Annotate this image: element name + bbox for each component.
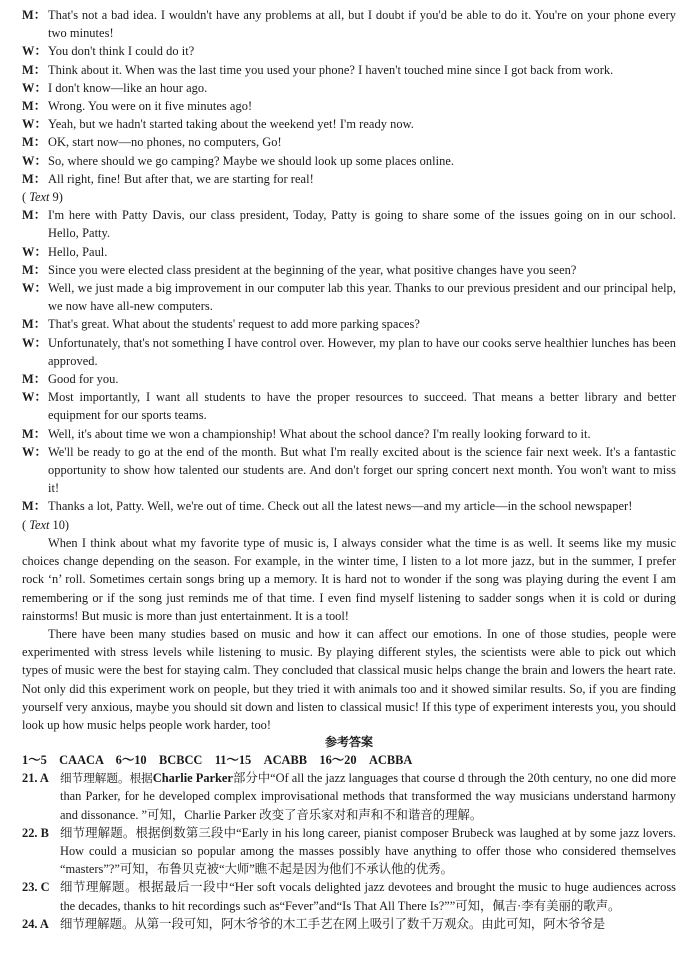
speaker: M：: [22, 62, 47, 77]
utterance: I'm here with Patty Davis, our class president, Today, Patty is going to share some of the issues going on in our school. Hello, Patty.: [48, 208, 676, 241]
explanation-pre: 细节理解题。根据: [60, 771, 153, 786]
utterance: That's not a bad idea. I wouldn't have any problems at all, but I doubt if you'd be able to do it. You're on your phone every two minutes!: [48, 8, 676, 41]
speaker: M：: [22, 8, 47, 22]
dialogue-line: [22, 261, 676, 279]
dialogue-line: [22, 152, 676, 170]
utterance: Well, it's about time we won a championship! What about the school dance? I'm really looking forward to it.: [48, 426, 591, 441]
speaker: M：: [22, 499, 47, 514]
speaker: W：: [22, 244, 47, 259]
speaker: M：: [22, 171, 47, 186]
dialogue-line: [22, 133, 676, 151]
passage-paragraph: When I think about what my favorite type of music is, I always consider what the time is as well. It seems like my music choices change depending on the season. For example, in the winter time, I listen to a lot more jazz, but in the summer, I prefer rock ‘n’ roll. Sometimes certain songs bring up a memory. It is hard not to wonder if the song was playing during the event I am remembering or if the song just reminds me of that time. I even find myself listening to sadder songs when it is cold or during rainstorms! But music is more than just entertainment. It is a tool!: [22, 535, 676, 623]
label-open: (: [22, 190, 30, 205]
label-italic: Text: [29, 517, 50, 532]
question-number: 22. B: [22, 825, 49, 840]
label-number: 9): [49, 190, 63, 205]
speaker: W：: [22, 153, 47, 168]
dialogue-line: [22, 425, 676, 443]
utterance: Most importantly, I want all students to have the proper resources to succeed. That means a better library and better equipment for our sports teams.: [48, 390, 676, 423]
speaker: W：: [22, 117, 47, 132]
dialogue-line: [22, 334, 676, 370]
utterance: All right, fine! But after that, we are starting for real!: [48, 171, 314, 186]
explanation-item: [22, 824, 676, 879]
speaker: M：: [22, 99, 47, 114]
speaker: W：: [22, 390, 47, 405]
passage-paragraph: There have been many studies based on music and how it can affect our emotions. In one of those studies, people were experimented with stress levels while listening to music. By playing different styles, the scientists were able to pick out which types of music were the best for staying calm. They concluded that classical music helps change the brain and lowers the heart rate. Not only did this experiment work on people, but they tried it with animals too and it showed similar results. So, if you are finding yourself very anxious, maybe you should sit down and listen to classical music! If this type of experiment interests you, you should look up how music helps people work harder, too!: [22, 626, 676, 732]
explanation-text: [60, 769, 676, 824]
dialogue-line: [22, 79, 676, 97]
question-number: 21. A: [22, 771, 49, 786]
utterance: You don't think I could do it?: [48, 44, 195, 59]
utterance: Good for you.: [48, 372, 119, 387]
dialogue-line: [22, 279, 676, 315]
dialogue-section-a: [22, 6, 676, 188]
speaker: W：: [22, 281, 47, 296]
dialogue-line: [22, 243, 676, 261]
explanation-item: [22, 878, 676, 914]
dialogue-line: [22, 497, 676, 515]
dialogue-line: [22, 315, 676, 333]
dialogue-section-b: [22, 206, 676, 515]
dialogue-line: [22, 443, 676, 498]
utterance: Think about it. When was the last time you used your phone? I haven't touched mine since I got back from work.: [48, 62, 614, 77]
monologue-passage: [22, 534, 676, 734]
dialogue-line: [22, 206, 676, 242]
speaker: M：: [22, 208, 47, 223]
dialogue-line: [22, 370, 676, 388]
speaker: M：: [22, 426, 47, 441]
explanation-text: 细节理解题。根据倒数第三段中“Early in his long career, pianist composer Brubeck was laughed at by some jazz lovers. How could a musician so popular among the masses possibly have anything to offer those who considered themselves “masters”?”可知，布鲁贝克被“大师”瞧不起是因为他们不承认他的优秀。: [60, 825, 676, 877]
speaker: W：: [22, 335, 47, 350]
answers-heading: 参考答案: [324, 735, 373, 750]
dialogue-line: [22, 6, 676, 42]
utterance: That's great. What about the students' request to add more parking spaces?: [48, 317, 420, 332]
dialogue-line: [22, 170, 676, 188]
explanation-text: 细节理解题。从第一段可知，阿木爷爷的木工手艺在网上吸引了数千万观众。由此可知，阿木爷爷是: [60, 916, 606, 931]
explanation-item: [22, 915, 676, 933]
text-10-label: [22, 516, 676, 534]
utterance: We'll be ready to go at the end of the month. But what I'm really excited about is the science fair next week. It's a fantastic opportunity to show how talented our students are. And don't forget our spring concert next month. You won't want to miss it!: [48, 444, 676, 496]
answer-key-row: 1～5 CAACA 6～10 BCBCC 11～15 ACABB 16～20 ACBBA: [22, 753, 413, 768]
explanation-text: 细节理解题。根据最后一段中“Her soft vocals delighted jazz devotees and brought the music to huge audiences across the decades, thanks to hit recordings such as“Fever”and“Is That All There Is?””可知，佩吉·李有美丽的歌声。: [60, 880, 676, 913]
explanation-post: 部分中“Of all the jazz languages that course d through the 20th century, no one did more than Parker, for he developed complex improvisational methods that transformed the way musicians understand harmony and dissonance. ”可知，Charlie Parker 改变了音乐家对和声和不和谐音的理解。: [60, 771, 676, 822]
text-9-label: [22, 188, 676, 206]
utterance: So, where should we go camping? Maybe we should look up some places online.: [48, 153, 455, 168]
label-italic: Text: [29, 190, 50, 205]
explanation-bold: Charlie Parker: [152, 771, 233, 786]
utterance: Yeah, but we hadn't started taking about the weekend yet! I'm ready now.: [48, 117, 414, 132]
dialogue-line: [22, 115, 676, 133]
utterance: Thanks a lot, Patty. Well, we're out of time. Check out all the latest news—and my article—in the school newspaper!: [48, 499, 633, 514]
dialogue-line: [22, 61, 676, 79]
answer-explanations: [22, 769, 676, 933]
utterance: Hello, Paul.: [48, 244, 108, 259]
question-number: 23. C: [22, 880, 50, 895]
dialogue-line: [22, 97, 676, 115]
utterance: Unfortunately, that's not something I have control over. However, my plan to have our cooks serve healthier lunches has been approved.: [48, 335, 676, 368]
explanation-item: [22, 769, 676, 824]
dialogue-line: [22, 42, 676, 60]
speaker: W：: [22, 80, 47, 95]
question-number: 24. A: [22, 916, 49, 931]
utterance: Well, we just made a big improvement in our computer lab this year. Thanks to our previous president and our principal help, we now have all-new computers.: [48, 281, 676, 314]
utterance: Since you were elected class president at the beginning of the year, what positive changes have you seen?: [48, 262, 577, 277]
utterance: Wrong. You were on it five minutes ago!: [48, 99, 253, 114]
speaker: W：: [22, 444, 47, 459]
speaker: M：: [22, 372, 47, 387]
speaker: M：: [22, 135, 47, 150]
utterance: OK, start now—no phones, no computers, Go!: [48, 135, 282, 150]
label-number: 10): [49, 517, 70, 532]
label-open: (: [22, 517, 30, 532]
dialogue-line: [22, 388, 676, 424]
utterance: I don't know—like an hour ago.: [48, 80, 208, 95]
speaker: M：: [22, 317, 47, 332]
speaker: M：: [22, 262, 47, 277]
speaker: W：: [22, 44, 47, 59]
